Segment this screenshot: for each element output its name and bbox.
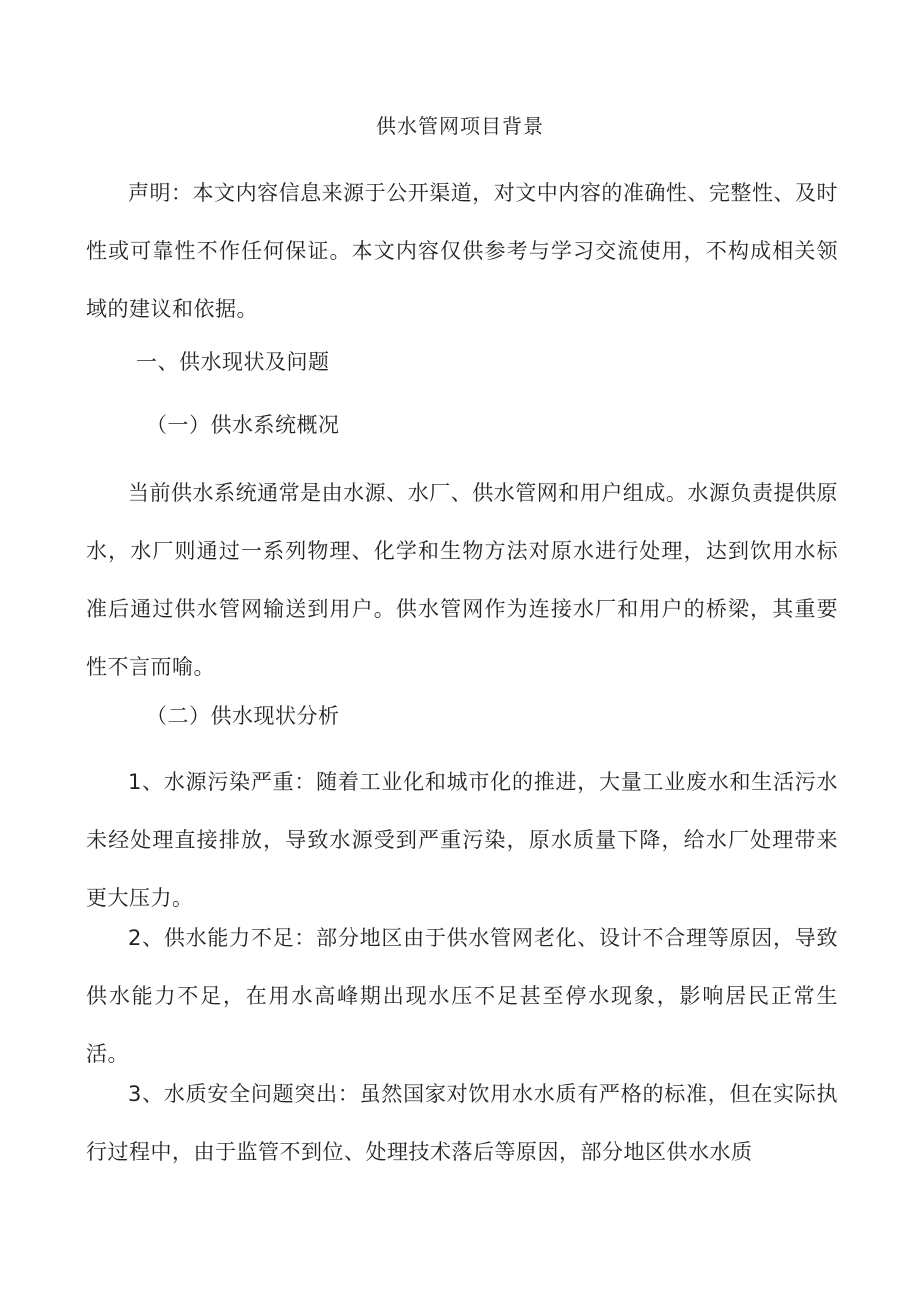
overview-paragraph: 当前供水系统通常是由水源、水厂、供水管网和用户组成。水源负责提供原水，水厂则通过一系列物理、化学和生物方法对原水进行处理，达到饮用水标准后通过供水管网输送到用户。供水管网作为连接水厂和用户的桥梁，其重要性不言而喻。 [86,481,838,679]
section-heading: 一、供水现状及问题 [136,350,330,374]
document-title: 供水管网项目背景 [376,114,544,138]
subsection-heading-analysis: （二）供水现状分析 [146,704,340,728]
analysis-item-3: 3、水质安全问题突出：虽然国家对饮用水水质有严格的标准，但在实际执行过程中，由于监管不到位、处理技术落后等原因，部分地区供水水质 [86,1082,838,1164]
disclaimer-paragraph: 声明：本文内容信息来源于公开渠道，对文中内容的准确性、完整性、及时性或可靠性不作任何保证。本文内容仅供参考与学习交流使用，不构成相关领域的建议和依据。 [86,181,838,321]
analysis-item-2: 2、供水能力不足：部分地区由于供水管网老化、设计不合理等原因，导致供水能力不足，在用水高峰期出现水压不足甚至停水现象，影响居民正常生活。 [86,926,838,1066]
subsection-heading-overview: （一）供水系统概况 [146,413,340,437]
analysis-item-1: 1、水源污染严重：随着工业化和城市化的推进，大量工业废水和生活污水未经处理直接排放，导致水源受到严重污染，原水质量下降，给水厂处理带来更大压力。 [86,770,838,910]
